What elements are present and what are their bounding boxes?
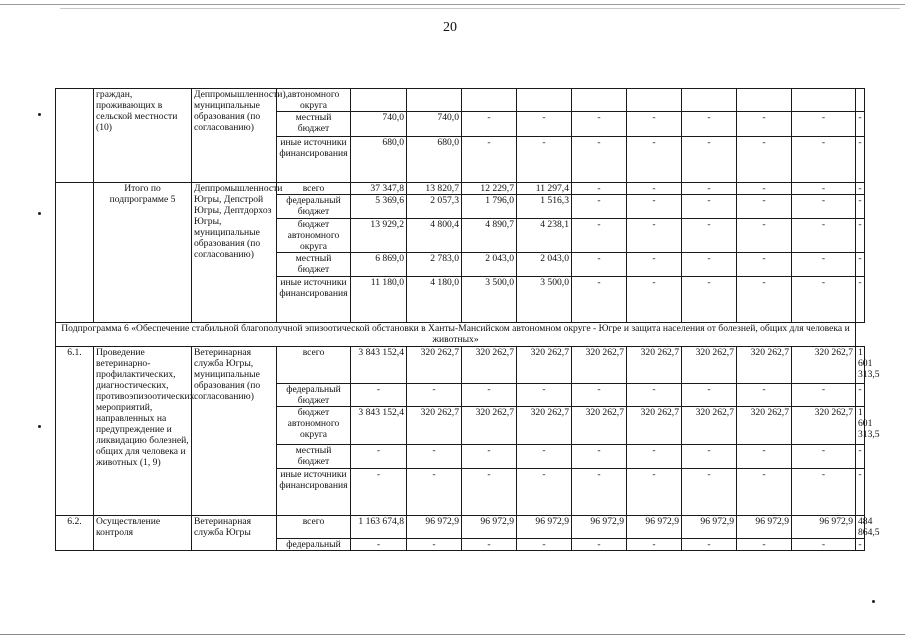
amount-cell: 320 262,7: [572, 407, 627, 445]
amount-cell: 1 601 313,5: [856, 347, 865, 384]
amount-cell: -: [351, 445, 407, 469]
amount-cell: -: [407, 384, 462, 407]
amount-cell: [682, 89, 737, 112]
amount-cell: 320 262,7: [407, 407, 462, 445]
row-number: [56, 183, 94, 323]
amount-cell: -: [407, 539, 462, 551]
funding-source: всего: [277, 347, 351, 384]
amount-cell: -: [856, 112, 865, 137]
funding-source: федеральный: [277, 539, 351, 551]
amount-cell: 11 180,0: [351, 277, 407, 323]
amount-cell: -: [572, 277, 627, 323]
amount-cell: 320 262,7: [627, 407, 682, 445]
funding-source: федеральный бюджет: [277, 195, 351, 219]
amount-cell: -: [682, 195, 737, 219]
amount-cell: -: [627, 539, 682, 551]
amount-cell: -: [682, 277, 737, 323]
amount-cell: 96 972,9: [462, 516, 517, 539]
amount-cell: 96 972,9: [572, 516, 627, 539]
table-row: [56, 347, 865, 384]
amount-cell: -: [682, 183, 737, 195]
amount-cell: 2 057,3: [407, 195, 462, 219]
scan-edge-top-inner: [60, 8, 900, 9]
amount-cell: -: [627, 277, 682, 323]
amount-cell: [407, 89, 462, 112]
amount-cell: -: [517, 384, 572, 407]
amount-cell: -: [792, 539, 856, 551]
amount-cell: -: [792, 384, 856, 407]
amount-cell: 680,0: [351, 137, 407, 183]
amount-cell: -: [462, 137, 517, 183]
scan-edge-top: [0, 4, 905, 5]
funding-source: иные источники финансирования: [277, 469, 351, 516]
amount-cell: -: [737, 445, 792, 469]
amount-cell: -: [572, 445, 627, 469]
amount-cell: [351, 89, 407, 112]
amount-cell: -: [856, 469, 865, 516]
amount-cell: 320 262,7: [792, 347, 856, 384]
funding-source: автономного округа: [277, 89, 351, 112]
amount-cell: -: [407, 445, 462, 469]
amount-cell: -: [462, 469, 517, 516]
scan-speck: [38, 425, 41, 428]
amount-cell: -: [856, 384, 865, 407]
subprogram-title: Подпрограмма 6 «Обеспечение стабильной благополучной эпизоотической обстановки в Ханты-Мансийском автономном округе - Югре и защита населения от болезней, общих для человека и животных»: [56, 323, 856, 347]
amount-cell: 3 843 152,4: [351, 407, 407, 445]
amount-cell: [572, 89, 627, 112]
amount-cell: 96 972,9: [682, 516, 737, 539]
amount-cell: 5 369,6: [351, 195, 407, 219]
funding-source: местный бюджет: [277, 253, 351, 277]
amount-cell: -: [462, 539, 517, 551]
amount-cell: -: [737, 112, 792, 137]
amount-cell: -: [627, 384, 682, 407]
amount-cell: 1 796,0: [462, 195, 517, 219]
funding-source: иные источники финансирования: [277, 277, 351, 323]
amount-cell: [792, 89, 856, 112]
measure-name: Итого по подпрограмме 5: [94, 183, 192, 323]
amount-cell: -: [351, 539, 407, 551]
amount-cell: 320 262,7: [627, 347, 682, 384]
amount-cell: -: [572, 219, 627, 253]
amount-cell: -: [682, 384, 737, 407]
amount-cell: -: [627, 183, 682, 195]
amount-cell: 6 869,0: [351, 253, 407, 277]
funding-source: иные источники финансирования: [277, 137, 351, 183]
executor: Деппромышленности), муниципальные образования (по согласованию): [192, 89, 277, 183]
amount-cell: 680,0: [407, 137, 462, 183]
amount-cell: 96 972,9: [517, 516, 572, 539]
amount-cell: -: [856, 445, 865, 469]
funding-source: всего: [277, 516, 351, 539]
amount-cell: -: [792, 445, 856, 469]
amount-cell: -: [627, 137, 682, 183]
amount-cell: 320 262,7: [682, 407, 737, 445]
amount-cell: -: [517, 137, 572, 183]
amount-cell: 37 347,8: [351, 183, 407, 195]
amount-cell: 320 262,7: [517, 407, 572, 445]
amount-cell: -: [517, 112, 572, 137]
amount-cell: -: [627, 195, 682, 219]
amount-cell: -: [572, 195, 627, 219]
amount-cell: 320 262,7: [737, 407, 792, 445]
executor: Ветеринарная служба Югры: [192, 516, 277, 551]
table-row: [56, 183, 865, 195]
measure-name: Проведение ветеринарно-профилактических, диагностических, противоэпизоотических мероприятий, направленных на предупреждение и ликвидацию болезней, общих для человека и животных (1, 9): [94, 347, 192, 516]
amount-cell: -: [737, 183, 792, 195]
amount-cell: -: [627, 219, 682, 253]
amount-cell: -: [737, 539, 792, 551]
amount-cell: -: [517, 539, 572, 551]
executor: Ветеринарная служба Югры, муниципальные образования (по согласованию): [192, 347, 277, 516]
amount-cell: -: [737, 253, 792, 277]
amount-cell: -: [792, 277, 856, 323]
amount-cell: -: [572, 253, 627, 277]
amount-cell: -: [351, 384, 407, 407]
amount-cell: 484 864,5: [856, 516, 865, 539]
amount-cell: 13 929,2: [351, 219, 407, 253]
page-number: 20: [443, 20, 457, 35]
amount-cell: 320 262,7: [737, 347, 792, 384]
funding-source: всего: [277, 183, 351, 195]
amount-cell: 320 262,7: [682, 347, 737, 384]
amount-cell: -: [792, 469, 856, 516]
amount-cell: -: [572, 539, 627, 551]
table-row: [56, 516, 865, 539]
amount-cell: -: [792, 253, 856, 277]
amount-cell: 320 262,7: [792, 407, 856, 445]
amount-cell: 320 262,7: [572, 347, 627, 384]
funding-source: бюджет автономного округа: [277, 407, 351, 445]
amount-cell: -: [737, 219, 792, 253]
amount-cell: 2 783,0: [407, 253, 462, 277]
amount-cell: -: [572, 112, 627, 137]
row-number: 6.1.: [56, 347, 94, 516]
amount-cell: -: [792, 137, 856, 183]
budget-table: [55, 88, 880, 551]
amount-cell: -: [792, 219, 856, 253]
amount-cell: -: [856, 183, 865, 195]
amount-cell: [627, 89, 682, 112]
amount-cell: 4 800,4: [407, 219, 462, 253]
amount-cell: -: [856, 137, 865, 183]
amount-cell: 13 820,7: [407, 183, 462, 195]
amount-cell: 12 229,7: [462, 183, 517, 195]
row-number: [56, 89, 94, 183]
amount-cell: 320 262,7: [517, 347, 572, 384]
amount-cell: -: [682, 137, 737, 183]
amount-cell: -: [682, 253, 737, 277]
amount-cell: 4 890,7: [462, 219, 517, 253]
amount-cell: -: [627, 445, 682, 469]
amount-cell: -: [737, 384, 792, 407]
funding-source: бюджет автономного округа: [277, 219, 351, 253]
amount-cell: -: [792, 183, 856, 195]
scan-speck: [38, 212, 41, 215]
amount-cell: -: [682, 539, 737, 551]
funding-source: местный бюджет: [277, 445, 351, 469]
amount-cell: -: [572, 137, 627, 183]
amount-cell: -: [572, 469, 627, 516]
funding-source: федеральный бюджет: [277, 384, 351, 407]
amount-cell: -: [737, 469, 792, 516]
amount-cell: -: [792, 195, 856, 219]
amount-cell: 2 043,0: [462, 253, 517, 277]
measure-name: граждан, проживающих в сельской местности (10): [94, 89, 192, 183]
amount-cell: 3 500,0: [517, 277, 572, 323]
amount-cell: -: [351, 469, 407, 516]
amount-cell: [737, 89, 792, 112]
amount-cell: 320 262,7: [462, 347, 517, 384]
executor: Деппромышленности Югры, Депстрой Югры, Дептдорхоз Югры, муниципальные образования (по согласованию): [192, 183, 277, 323]
table-row: [56, 89, 865, 112]
amount-cell: 740,0: [351, 112, 407, 137]
amount-cell: -: [682, 219, 737, 253]
amount-cell: -: [856, 277, 865, 323]
amount-cell: 3 500,0: [462, 277, 517, 323]
amount-cell: -: [737, 195, 792, 219]
scan-speck: [38, 113, 41, 116]
amount-cell: -: [737, 137, 792, 183]
amount-cell: -: [462, 112, 517, 137]
row-number: 6.2.: [56, 516, 94, 551]
amount-cell: 96 972,9: [737, 516, 792, 539]
amount-cell: 3 843 152,4: [351, 347, 407, 384]
amount-cell: -: [856, 219, 865, 253]
scan-speck: [872, 600, 875, 603]
amount-cell: -: [627, 112, 682, 137]
amount-cell: -: [572, 183, 627, 195]
amount-cell: 11 297,4: [517, 183, 572, 195]
amount-cell: 1 601 313,5: [856, 407, 865, 445]
amount-cell: -: [792, 112, 856, 137]
measure-name: Осуществление контроля: [94, 516, 192, 551]
amount-cell: 4 238,1: [517, 219, 572, 253]
amount-cell: -: [572, 384, 627, 407]
amount-cell: 320 262,7: [407, 347, 462, 384]
amount-cell: -: [682, 112, 737, 137]
amount-cell: -: [462, 384, 517, 407]
amount-cell: -: [627, 469, 682, 516]
amount-cell: [517, 89, 572, 112]
amount-cell: 1 163 674,8: [351, 516, 407, 539]
amount-cell: -: [682, 469, 737, 516]
amount-cell: [856, 89, 865, 112]
amount-cell: [462, 89, 517, 112]
amount-cell: -: [856, 539, 865, 551]
amount-cell: 96 972,9: [407, 516, 462, 539]
amount-cell: 320 262,7: [462, 407, 517, 445]
amount-cell: -: [856, 195, 865, 219]
amount-cell: -: [682, 445, 737, 469]
amount-cell: 740,0: [407, 112, 462, 137]
amount-cell: -: [517, 469, 572, 516]
amount-cell: -: [627, 253, 682, 277]
amount-cell: 2 043,0: [517, 253, 572, 277]
amount-cell: 1 516,3: [517, 195, 572, 219]
amount-cell: -: [407, 469, 462, 516]
amount-cell: -: [517, 445, 572, 469]
amount-cell: -: [737, 277, 792, 323]
amount-cell: 96 972,9: [627, 516, 682, 539]
table-row: [56, 323, 865, 347]
amount-cell: 4 180,0: [407, 277, 462, 323]
funding-source: местный бюджет: [277, 112, 351, 137]
amount-cell: -: [462, 445, 517, 469]
amount-cell: -: [856, 253, 865, 277]
amount-cell: 96 972,9: [792, 516, 856, 539]
scan-edge-bottom: [0, 634, 905, 635]
